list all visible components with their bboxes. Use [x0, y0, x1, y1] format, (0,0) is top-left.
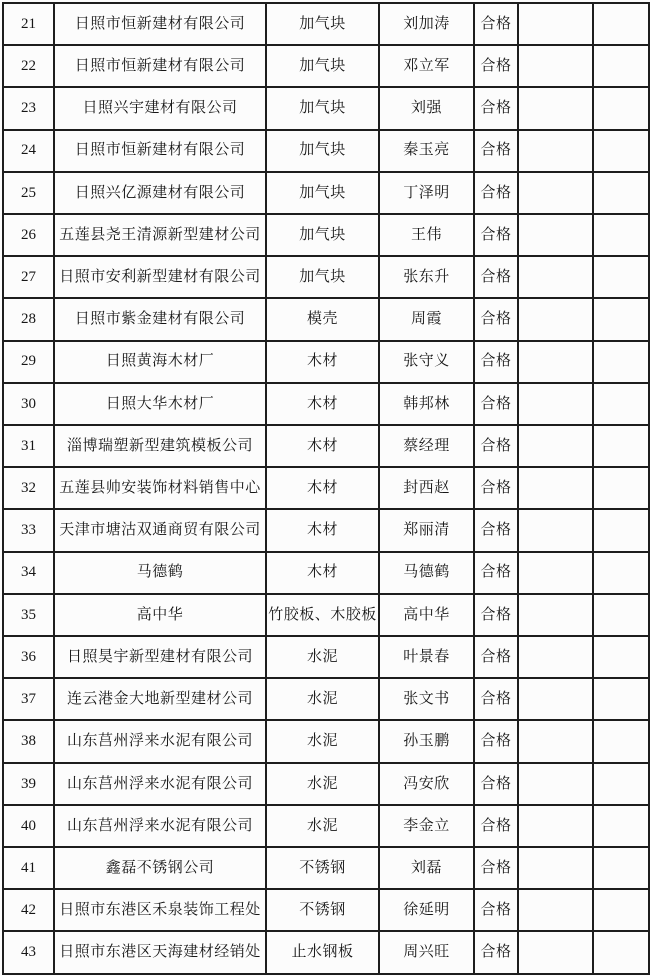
cell-company: 日照市恒新建材有限公司 — [54, 3, 266, 45]
cell-person: 高中华 — [379, 594, 474, 636]
cell-blank2 — [593, 341, 649, 383]
cell-blank1 — [518, 298, 593, 340]
table-row — [3, 87, 649, 129]
table-row — [3, 383, 649, 425]
cell-blank2 — [593, 763, 649, 805]
cell-company: 日照市东港区天海建材经销处 — [54, 931, 266, 974]
cell-person: 韩邦林 — [379, 383, 474, 425]
cell-blank2 — [593, 847, 649, 889]
cell-blank2 — [593, 636, 649, 678]
cell-blank1 — [518, 172, 593, 214]
table-row — [3, 678, 649, 720]
table-row — [3, 594, 649, 636]
cell-person: 秦玉亮 — [379, 130, 474, 172]
cell-result: 合格 — [474, 425, 518, 467]
cell-person: 丁泽明 — [379, 172, 474, 214]
cell-result: 合格 — [474, 636, 518, 678]
cell-blank1 — [518, 214, 593, 256]
cell-person: 刘强 — [379, 87, 474, 129]
cell-result: 合格 — [474, 298, 518, 340]
cell-blank2 — [593, 45, 649, 87]
cell-result: 合格 — [474, 256, 518, 298]
cell-blank2 — [593, 3, 649, 45]
cell-num: 21 — [3, 3, 54, 45]
cell-company: 日照兴宇建材有限公司 — [54, 87, 266, 129]
cell-result: 合格 — [474, 889, 518, 931]
cell-product: 加气块 — [266, 130, 379, 172]
cell-blank2 — [593, 425, 649, 467]
cell-product: 模壳 — [266, 298, 379, 340]
cell-product: 木材 — [266, 341, 379, 383]
cell-result: 合格 — [474, 467, 518, 509]
cell-product: 加气块 — [266, 172, 379, 214]
cell-person: 刘磊 — [379, 847, 474, 889]
cell-person: 张守义 — [379, 341, 474, 383]
table-row — [3, 45, 649, 87]
cell-blank1 — [518, 467, 593, 509]
cell-result: 合格 — [474, 594, 518, 636]
cell-company: 鑫磊不锈钢公司 — [54, 847, 266, 889]
cell-product: 竹胶板、木胶板 — [266, 594, 379, 636]
cell-num: 41 — [3, 847, 54, 889]
cell-blank1 — [518, 552, 593, 594]
cell-company: 日照市恒新建材有限公司 — [54, 130, 266, 172]
cell-num: 29 — [3, 341, 54, 383]
cell-blank2 — [593, 720, 649, 762]
table-row — [3, 298, 649, 340]
cell-num: 35 — [3, 594, 54, 636]
table-row — [3, 467, 649, 509]
cell-blank1 — [518, 636, 593, 678]
cell-blank1 — [518, 87, 593, 129]
table-row — [3, 847, 649, 889]
cell-blank2 — [593, 256, 649, 298]
cell-blank1 — [518, 45, 593, 87]
cell-result: 合格 — [474, 87, 518, 129]
cell-person: 张东升 — [379, 256, 474, 298]
cell-product: 木材 — [266, 552, 379, 594]
table-row — [3, 341, 649, 383]
cell-person: 邓立军 — [379, 45, 474, 87]
cell-product: 木材 — [266, 509, 379, 551]
cell-blank2 — [593, 805, 649, 847]
cell-blank1 — [518, 256, 593, 298]
table-row — [3, 805, 649, 847]
cell-company: 山东莒州浮来水泥有限公司 — [54, 763, 266, 805]
cell-num: 39 — [3, 763, 54, 805]
cell-blank1 — [518, 341, 593, 383]
cell-product: 木材 — [266, 425, 379, 467]
cell-product: 木材 — [266, 383, 379, 425]
table-row — [3, 763, 649, 805]
cell-result: 合格 — [474, 45, 518, 87]
cell-result: 合格 — [474, 214, 518, 256]
cell-blank1 — [518, 805, 593, 847]
cell-person: 冯安欣 — [379, 763, 474, 805]
cell-blank1 — [518, 678, 593, 720]
cell-company: 日照兴亿源建材有限公司 — [54, 172, 266, 214]
table-row — [3, 425, 649, 467]
cell-company: 马德鹤 — [54, 552, 266, 594]
cell-blank2 — [593, 594, 649, 636]
table-row — [3, 256, 649, 298]
cell-blank1 — [518, 130, 593, 172]
cell-result: 合格 — [474, 509, 518, 551]
cell-company: 高中华 — [54, 594, 266, 636]
cell-result: 合格 — [474, 172, 518, 214]
cell-blank2 — [593, 467, 649, 509]
cell-person: 郑丽清 — [379, 509, 474, 551]
cell-company: 日照黄海木材厂 — [54, 341, 266, 383]
cell-blank2 — [593, 678, 649, 720]
cell-blank1 — [518, 931, 593, 974]
cell-num: 28 — [3, 298, 54, 340]
cell-person: 王伟 — [379, 214, 474, 256]
cell-person: 徐延明 — [379, 889, 474, 931]
cell-num: 26 — [3, 214, 54, 256]
cell-product: 加气块 — [266, 87, 379, 129]
cell-blank1 — [518, 720, 593, 762]
cell-num: 36 — [3, 636, 54, 678]
cell-blank1 — [518, 763, 593, 805]
cell-result: 合格 — [474, 130, 518, 172]
cell-company: 山东莒州浮来水泥有限公司 — [54, 720, 266, 762]
cell-num: 33 — [3, 509, 54, 551]
cell-company: 日照昊宇新型建材有限公司 — [54, 636, 266, 678]
cell-product: 加气块 — [266, 214, 379, 256]
cell-blank2 — [593, 889, 649, 931]
cell-num: 23 — [3, 87, 54, 129]
cell-blank1 — [518, 3, 593, 45]
cell-person: 李金立 — [379, 805, 474, 847]
cell-company: 日照市安利新型建材有限公司 — [54, 256, 266, 298]
cell-product: 木材 — [266, 467, 379, 509]
cell-blank1 — [518, 383, 593, 425]
cell-num: 30 — [3, 383, 54, 425]
cell-company: 五莲县尧王清源新型建材公司 — [54, 214, 266, 256]
cell-num: 37 — [3, 678, 54, 720]
cell-num: 38 — [3, 720, 54, 762]
cell-num: 34 — [3, 552, 54, 594]
cell-product: 水泥 — [266, 763, 379, 805]
cell-product: 不锈钢 — [266, 847, 379, 889]
cell-company: 日照大华木材厂 — [54, 383, 266, 425]
cell-person: 封西赵 — [379, 467, 474, 509]
cell-person: 孙玉鹏 — [379, 720, 474, 762]
cell-num: 42 — [3, 889, 54, 931]
table-row — [3, 889, 649, 931]
cell-result: 合格 — [474, 552, 518, 594]
cell-num: 27 — [3, 256, 54, 298]
cell-blank1 — [518, 425, 593, 467]
cell-blank2 — [593, 509, 649, 551]
cell-blank2 — [593, 298, 649, 340]
cell-person: 马德鹤 — [379, 552, 474, 594]
table-row — [3, 552, 649, 594]
cell-person: 周霞 — [379, 298, 474, 340]
cell-blank1 — [518, 594, 593, 636]
cell-result: 合格 — [474, 847, 518, 889]
cell-product: 水泥 — [266, 805, 379, 847]
cell-company: 连云港金大地新型建材公司 — [54, 678, 266, 720]
cell-product: 加气块 — [266, 256, 379, 298]
cell-num: 31 — [3, 425, 54, 467]
cell-company: 淄博瑞塑新型建筑模板公司 — [54, 425, 266, 467]
cell-product: 加气块 — [266, 45, 379, 87]
table-row — [3, 172, 649, 214]
cell-company: 山东莒州浮来水泥有限公司 — [54, 805, 266, 847]
cell-person: 张文书 — [379, 678, 474, 720]
table-row — [3, 931, 649, 974]
cell-product: 水泥 — [266, 678, 379, 720]
cell-company: 日照市东港区禾泉装饰工程处 — [54, 889, 266, 931]
cell-result: 合格 — [474, 383, 518, 425]
cell-result: 合格 — [474, 931, 518, 974]
cell-result: 合格 — [474, 720, 518, 762]
cell-person: 刘加涛 — [379, 3, 474, 45]
cell-blank2 — [593, 130, 649, 172]
table-row — [3, 636, 649, 678]
cell-blank2 — [593, 87, 649, 129]
cell-person: 叶景春 — [379, 636, 474, 678]
qualification-table-body — [3, 3, 649, 974]
cell-num: 32 — [3, 467, 54, 509]
cell-result: 合格 — [474, 3, 518, 45]
cell-num: 40 — [3, 805, 54, 847]
cell-num: 25 — [3, 172, 54, 214]
cell-num: 24 — [3, 130, 54, 172]
cell-product: 不锈钢 — [266, 889, 379, 931]
cell-product: 水泥 — [266, 636, 379, 678]
cell-company: 天津市塘沽双通商贸有限公司 — [54, 509, 266, 551]
cell-blank2 — [593, 552, 649, 594]
cell-product: 水泥 — [266, 720, 379, 762]
cell-blank1 — [518, 889, 593, 931]
cell-product: 止水钢板 — [266, 931, 379, 974]
cell-result: 合格 — [474, 341, 518, 383]
table-row — [3, 214, 649, 256]
table-row — [3, 509, 649, 551]
cell-person: 蔡经理 — [379, 425, 474, 467]
table-row — [3, 130, 649, 172]
table-row — [3, 720, 649, 762]
cell-result: 合格 — [474, 678, 518, 720]
cell-blank2 — [593, 383, 649, 425]
cell-product: 加气块 — [266, 3, 379, 45]
cell-blank1 — [518, 509, 593, 551]
cell-result: 合格 — [474, 805, 518, 847]
cell-blank1 — [518, 847, 593, 889]
supplier-qualification-table — [2, 2, 650, 975]
table-row — [3, 3, 649, 45]
cell-blank2 — [593, 214, 649, 256]
cell-company: 五莲县帅安装饰材料销售中心 — [54, 467, 266, 509]
cell-result: 合格 — [474, 763, 518, 805]
cell-company: 日照市紫金建材有限公司 — [54, 298, 266, 340]
cell-num: 22 — [3, 45, 54, 87]
cell-company: 日照市恒新建材有限公司 — [54, 45, 266, 87]
cell-person: 周兴旺 — [379, 931, 474, 974]
cell-num: 43 — [3, 931, 54, 974]
cell-blank2 — [593, 931, 649, 974]
cell-blank2 — [593, 172, 649, 214]
